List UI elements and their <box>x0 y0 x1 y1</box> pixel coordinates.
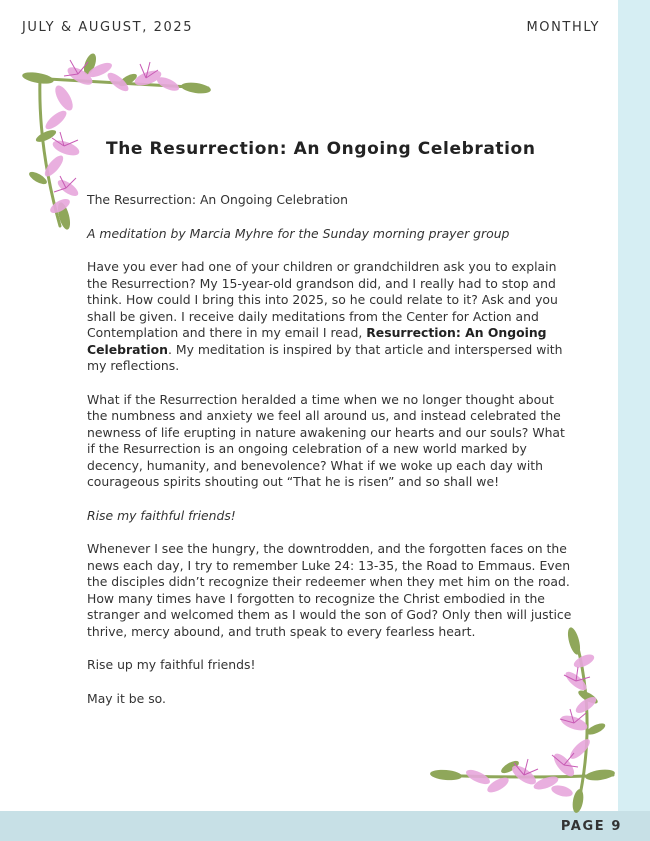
section-label: MONTHLY <box>526 20 600 35</box>
paragraph-emmaus: Whenever I see the hungry, the downtrodden, and the forgotten faces on the news each day, I try to remember Luke 24: 13-35, the Road to Emmaus. Even the disciples didn’t recognize their redeemer when they met him on the road. How many times have I forgotten to recognize the Christ embodied in the stranger and welcomed them as I would the son of God? Only then will justice thrive, mercy abound, and truth speak to every fearless heart. <box>87 541 572 639</box>
referenced-article-title: Resurrection: An Ongoing Celebration <box>87 325 547 357</box>
exhortation: Rise up my faithful friends! <box>87 657 256 672</box>
article-subtitle: The Resurrection: An Ongoing Celebration <box>87 192 348 207</box>
paragraph-intro <box>87 259 575 375</box>
page-number: PAGE 9 <box>560 819 622 834</box>
paragraph-intro-end: . My meditation is inspired by that article and interspersed with my reflections. <box>87 341 563 373</box>
flower-decoration-bottom-right <box>428 625 623 815</box>
footer-bar <box>0 811 650 841</box>
paragraph-what-if: What if the Resurrection heralded a time when we no longer thought about the numbness and anxiety we feel all around us, and instead celebrated the newness of life erupting in nature awakening our hearts and our souls? What if the Resurrection is an ongoing celebration of a new world marked by decency, humanity, and benevolence? What if we woke up each day with courageous spirits shouting out “That he is risen” and so shall we! <box>87 391 565 489</box>
article-byline: A meditation by Marcia Myhre for the Sunday morning prayer group <box>87 225 510 241</box>
issue-date: JULY & AUGUST, 2025 <box>22 20 194 35</box>
article-title: The Resurrection: An Ongoing Celebration <box>106 139 536 159</box>
exhortation-italic: Rise my faithful friends! <box>87 507 236 523</box>
paragraph-intro-text: Have you ever had one of your children or grandchildren ask you to explain the Resurrection? My 15-year-old grandson did, and I really had to stop and think. How could I bring this into 2025, so he could relate to it? Ask and you shall be given. I receive daily meditations from the Center for Action and Contemplation and there in my email I read, <box>87 259 558 340</box>
closing-line: May it be so. <box>87 690 166 706</box>
